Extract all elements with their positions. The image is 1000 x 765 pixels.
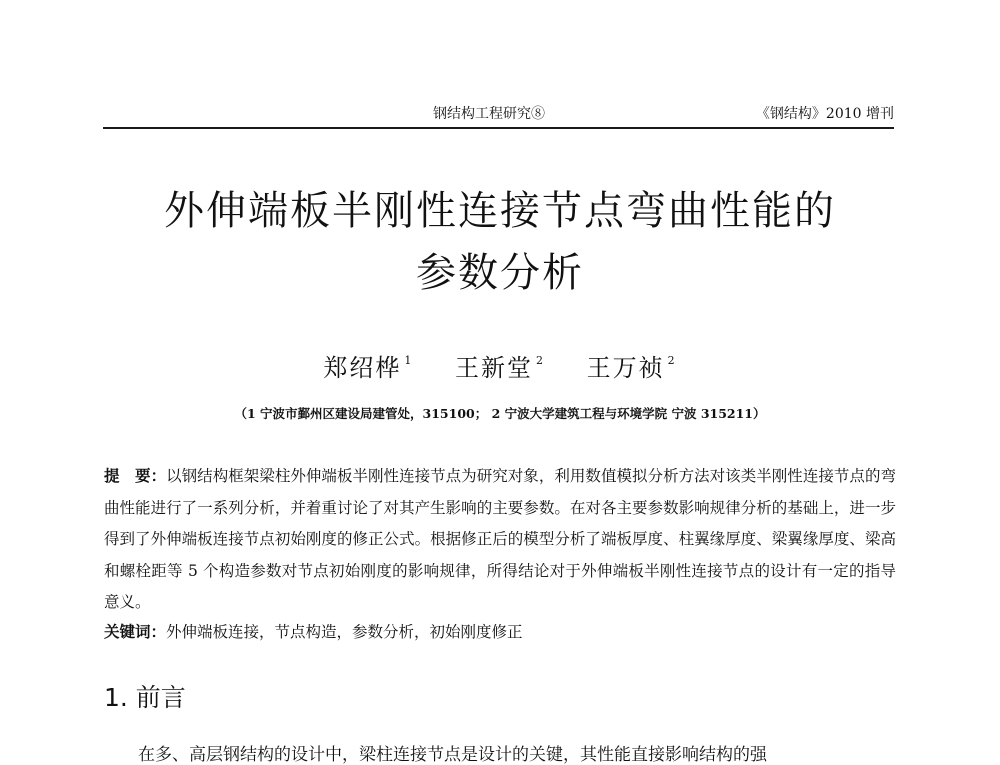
author-name: 王万祯 bbox=[586, 354, 665, 382]
author bbox=[455, 354, 545, 382]
abstract-text: 以钢结构框架梁柱外伸端板半刚性连接节点为研究对象，利用数值模拟分析方法对该类半刚性连接节点的弯曲性能进行了一系列分析，并着重讨论了对其产生影响的主要参数。在对各主要参数影响规律分析的基础上，进一步得到了外伸端板连接节点初始刚度的修正公式。根据修正后的模型分析了端板厚度、柱翼缘厚度、梁翼缘厚度、梁高和螺栓距等 5 个构造参数对节点初始刚度的影响规律，所得结论对于外伸端板半刚性连接节点的设计有一定的指导意义。 bbox=[104, 467, 896, 612]
author-affiliation-mark: 2 bbox=[536, 354, 545, 367]
paper-title bbox=[0, 180, 1000, 304]
body-paragraph: 在多、高层钢结构的设计中，梁柱连接节点是设计的关键，其性能直接影响结构的强 bbox=[138, 745, 767, 765]
keywords-label: 关键词： bbox=[104, 622, 167, 641]
affiliations: （1 宁波市鄞州区建设局建管处，315100； 2 宁波大学建筑工程与环境学院 宁波 315211） bbox=[234, 406, 766, 421]
author bbox=[323, 354, 413, 382]
author bbox=[587, 354, 677, 382]
section-heading: 1. 前言 bbox=[104, 683, 186, 712]
keywords-text: 外伸端板连接，节点构造，参数分析，初始刚度修正 bbox=[166, 623, 523, 641]
title-line-2: 参数分析 bbox=[416, 250, 584, 296]
title-line-1: 外伸端板半刚性连接节点弯曲性能的 bbox=[164, 188, 836, 234]
author-name: 郑绍桦 bbox=[323, 354, 402, 382]
author-name: 王新堂 bbox=[455, 354, 533, 382]
keywords bbox=[104, 620, 896, 642]
author-affiliation-mark: 1 bbox=[404, 354, 414, 367]
author-affiliation-mark: 2 bbox=[667, 354, 677, 367]
abstract-label: 提 要： bbox=[104, 466, 167, 485]
author-list bbox=[0, 348, 1000, 383]
journal-issue: 《钢结构》2010 增刊 bbox=[755, 106, 894, 122]
journal-series: 钢结构工程研究⑧ bbox=[433, 106, 545, 122]
running-header bbox=[103, 103, 894, 129]
abstract bbox=[104, 460, 896, 619]
